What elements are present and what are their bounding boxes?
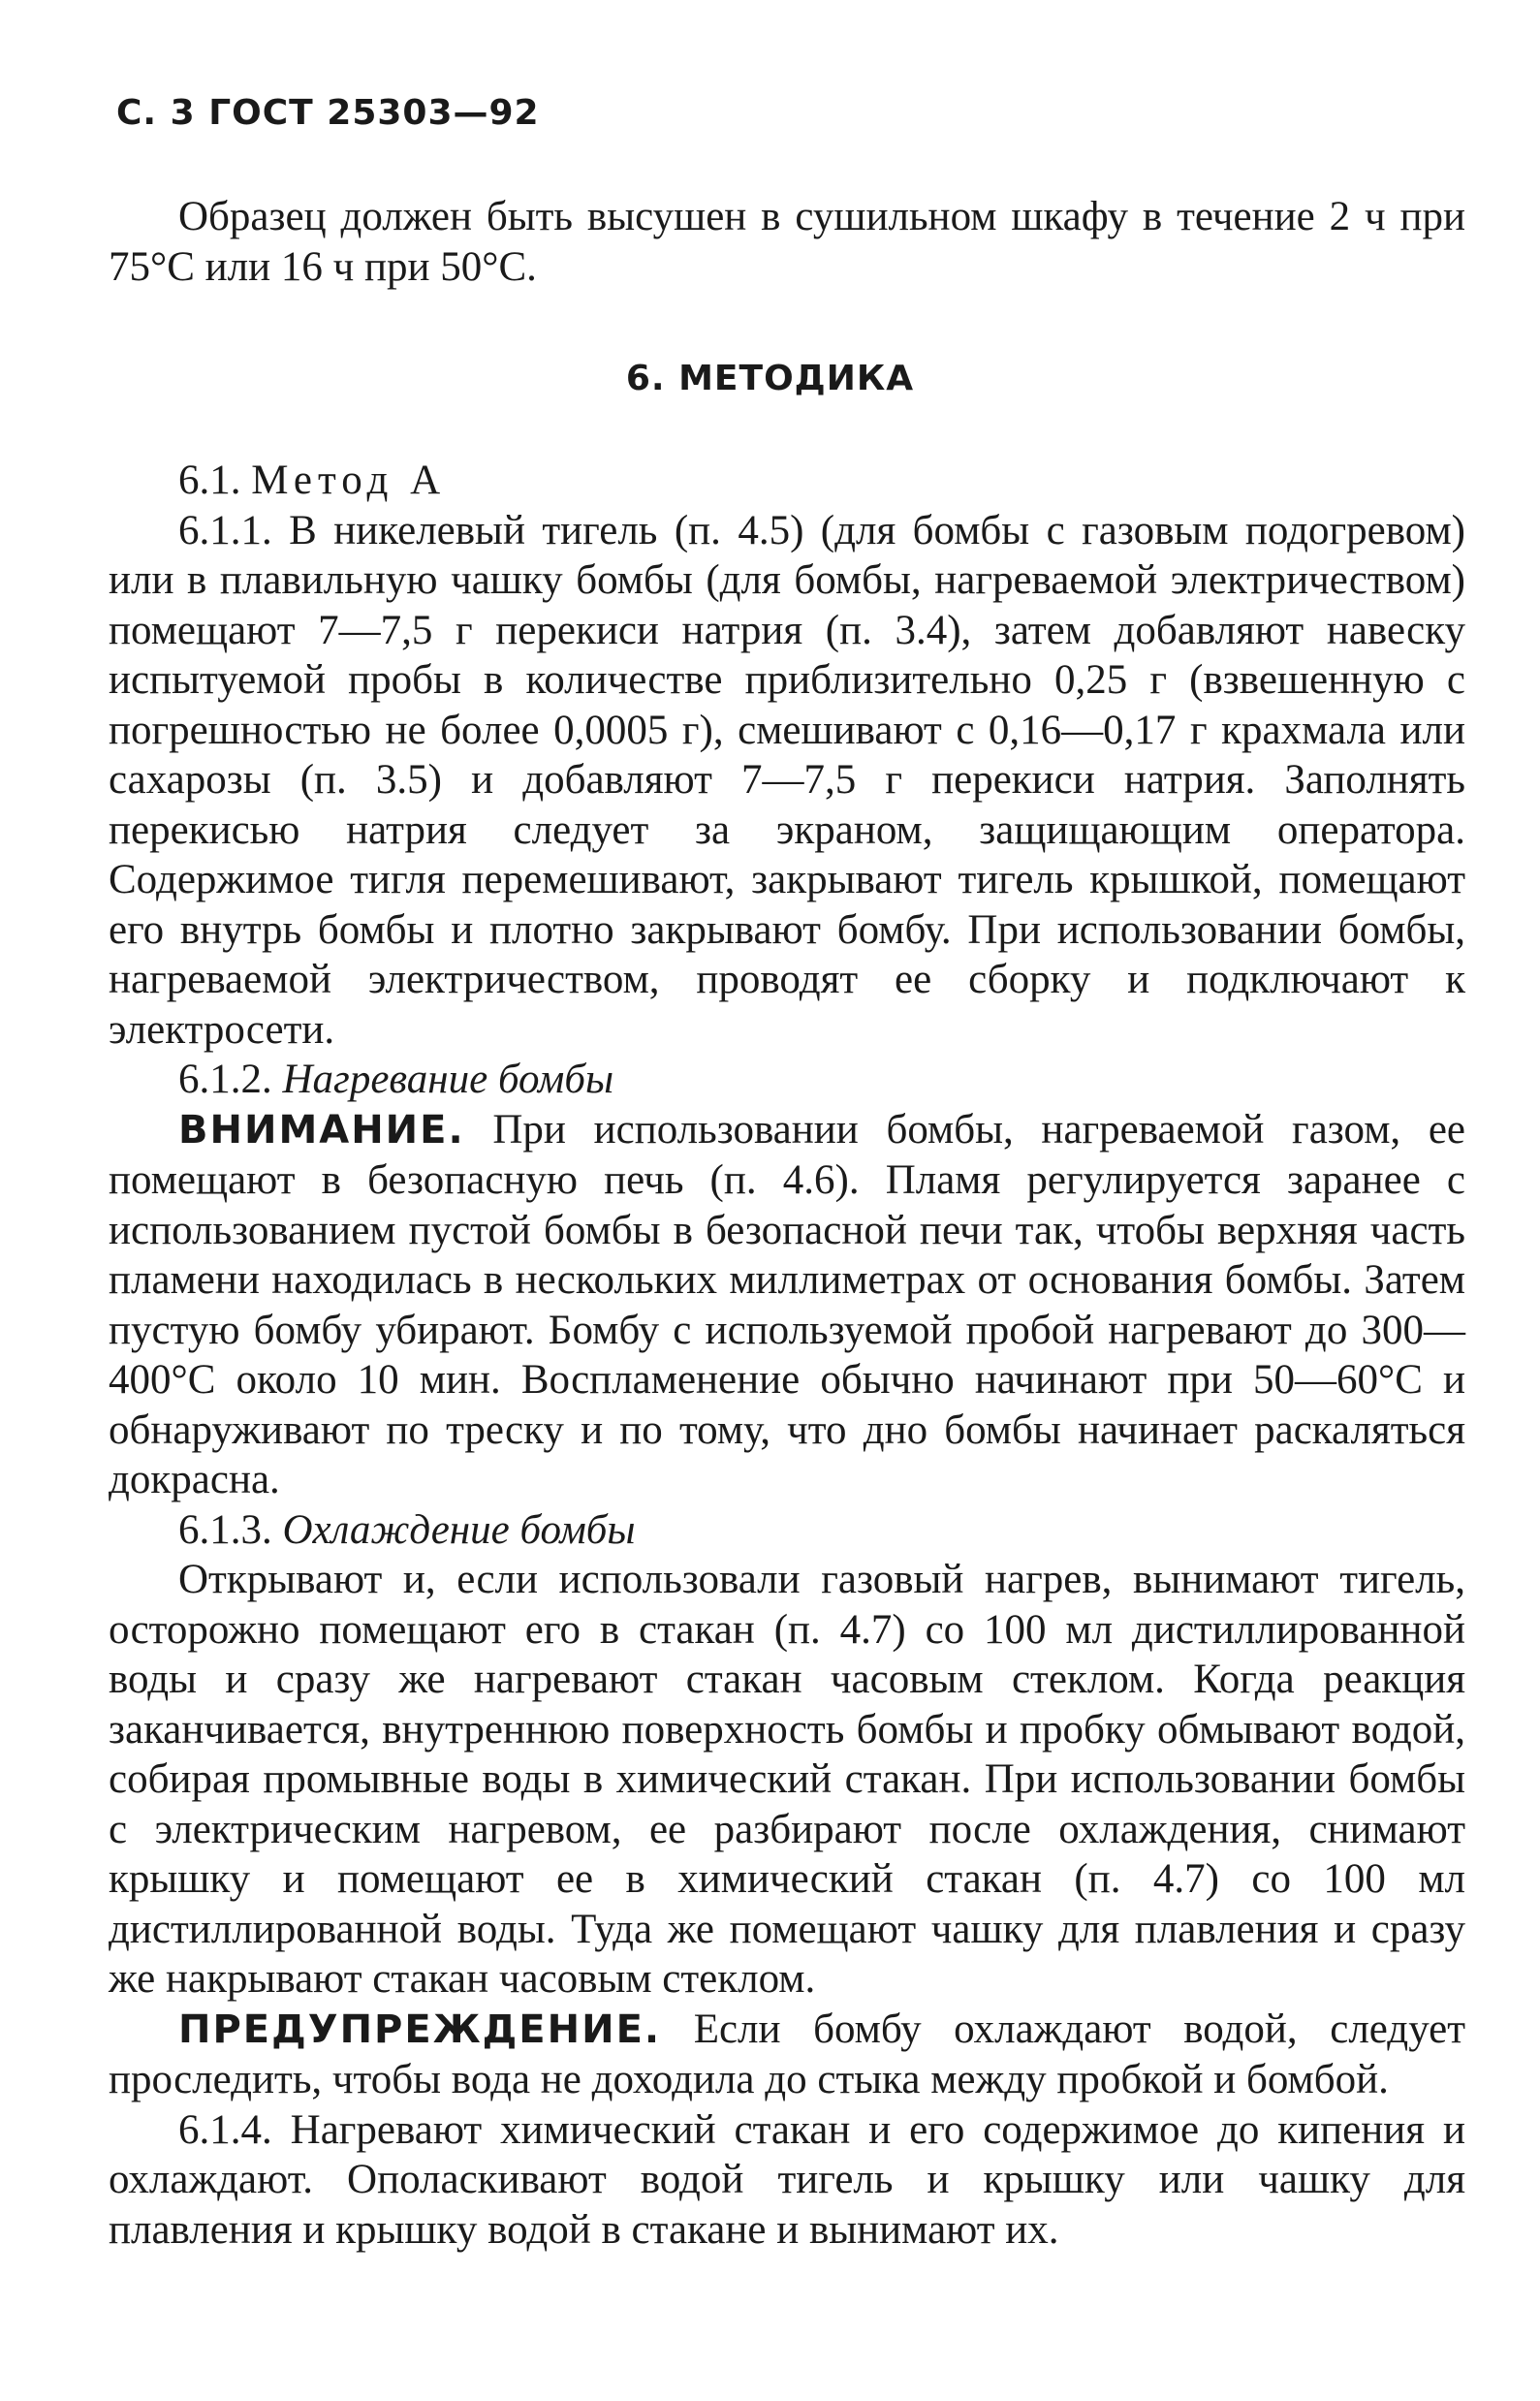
section-title: 6. МЕТОДИКА [625, 359, 915, 398]
paragraph-6-1-3-title: Охлаждение бомбы [282, 1506, 636, 1553]
warning-text: Если бомбу охлаждают водой, следует проследить, чтобы вода не доходила до стыка между пробкой и бомбой. [109, 2006, 1465, 2102]
paragraph-6-1-2-title: Нагревание бомбы [282, 1057, 614, 1102]
method-a-heading [109, 456, 1465, 506]
page-header: С. 3 ГОСТ 25303—92 [116, 93, 540, 133]
paragraph-6-1-2-number: 6.1.2. [178, 1057, 272, 1102]
paragraph-6-1-3-heading [109, 1505, 1465, 1556]
method-a-title: Метод А [251, 458, 447, 503]
attention-paragraph [109, 1105, 1465, 1505]
paragraph-6-1-3-number: 6.1.3. [178, 1506, 272, 1553]
paragraph-6-1-1-text: В никелевый тигель (п. 4.5) (для бомбы с газовым подогревом) или в плавильную чашку бомбы (для бомбы, нагреваемой электричеством) помещают 7—7,5 г перекиси натрия (п. 3.4), затем добавляют навеску испытуемой пробы в количестве приблизительно 0,25 г (взвешенную с погрешностью не более 0,0005 г), смешивают с 0,16—0,17 г крахмала или сахарозы (п. 3.5) и добавляют 7—7,5 г перекиси натрия. Заполнять перекисью натрия следует за экраном, защищающим оператора. Содержимое тигля перемешивают, закрывают тигель крышкой, помещают его внутрь бомбы и плотно закрывают бомбу. При использовании бомбы, нагреваемой электричеством, проводят ее сборку и подключают к электросети. [109, 507, 1465, 1053]
paragraph-6-1-4-text: Нагревают химический стакан и его содержимое до кипения и охлаждают. Ополаскивают водой тигель и крышку или чашку для плавления и крышку водой в стакане и вынимают их. [109, 2106, 1465, 2253]
paragraph-6-1-3-text: Открывают и, если использовали газовый нагрев, вынимают тигель, осторожно помещают его в стакан (п. 4.7) со 100 мл дистиллированной воды и сразу же нагревают стакан часовым стеклом. Когда реакция заканчивается, внутреннюю поверхность бомбы и пробку обмывают водой, собирая промывные воды в химический стакан. При использовании бомбы с электрическим нагревом, ее разбирают после охлаждения, снимают крышку и помещают ее в химический стакан (п. 4.7) со 100 мл дистиллированной воды. Туда же помещают чашку для плавления и сразу же накрывают стакан часовым стеклом. [109, 1557, 1465, 2002]
intro-paragraph: Образец должен быть высушен в сушильном шкафу в течение 2 ч при 75°С или 16 ч при 50°С. [109, 194, 1465, 290]
intro-block [109, 192, 1465, 292]
paragraph-6-1-4-number: 6.1.4. [178, 2106, 272, 2153]
paragraph-6-1-2-heading [109, 1055, 1465, 1105]
attention-text: При использовании бомбы, нагреваемой газом, ее помещают в безопасную печь (п. 4.6). Пламя регулируется заранее с использованием пустой бомбы в безопасной печи так, чтобы верхняя часть пламени находилась в нескольких миллиметрах от основания бомбы. Затем пустую бомбу убирают. Бомбу с используемой пробой нагревают до 300—400°С около 10 мин. Воспламенение обычно начинают при 50—60°С и обнаруживают по треску и по тому, что дно бомбы начинает раскаляться докрасна. [109, 1106, 1465, 1502]
section-content [109, 456, 1465, 2255]
warning-paragraph [109, 2005, 1465, 2105]
paragraph-6-1-1-number: 6.1.1. [178, 507, 272, 553]
attention-label: ВНИМАНИЕ. [178, 1107, 465, 1153]
warning-label: ПРЕДУПРЕЖДЕНИЕ. [178, 2006, 662, 2052]
method-a-number: 6.1. [178, 458, 241, 503]
paragraph-6-1-1 [109, 506, 1465, 1056]
paragraph-6-1-4 [109, 2105, 1465, 2256]
